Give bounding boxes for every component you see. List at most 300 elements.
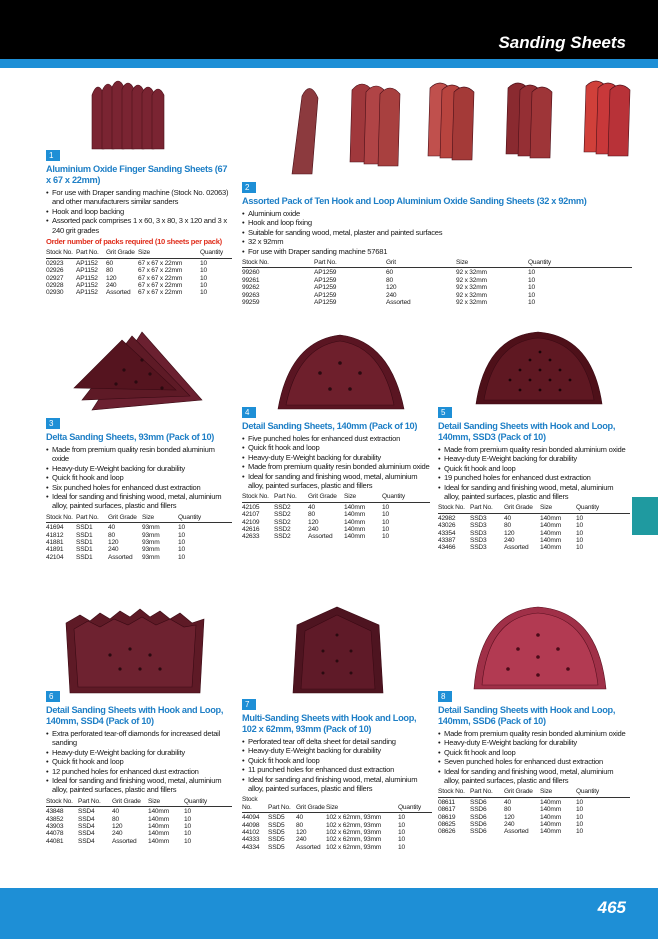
table-cell: SSD2 — [274, 503, 291, 511]
table-cell: 10 — [382, 526, 389, 534]
table-cell: SSD4 — [78, 823, 95, 831]
table-cell: 99262 — [242, 284, 260, 292]
column-header: Quantity — [576, 788, 630, 797]
table-cell: 10 — [528, 299, 535, 307]
table-cell: SSD1 — [76, 524, 93, 532]
table-cell: 240 — [504, 821, 515, 829]
column-header: Part No. — [470, 504, 504, 513]
table-cell: 44094 — [242, 814, 260, 822]
table-cell: 10 — [576, 806, 583, 814]
table-cell: 140mm — [540, 522, 561, 530]
table-row — [46, 554, 232, 561]
feature-item: • Heavy-duty E-Weight backing for durability — [438, 738, 630, 747]
table-cell: 80 — [504, 522, 511, 530]
table-cell: 120 — [106, 274, 117, 282]
table-cell: 140mm — [148, 837, 169, 845]
table-cell: SSD5 — [268, 843, 285, 851]
feature-list — [46, 188, 232, 235]
page-footer — [0, 888, 658, 939]
feature-item: • 12 punched holes for enhanced dust extraction — [46, 767, 232, 776]
table-cell: 140mm — [540, 529, 561, 537]
feature-item: • Seven punched holes for enhanced dust extraction — [438, 757, 630, 766]
table-cell: 42109 — [242, 518, 260, 526]
table-cell: Assorted — [504, 544, 529, 552]
table-cell: SSD3 — [470, 544, 487, 552]
feature-item: • Heavy-duty E-Weight backing for durability — [438, 454, 630, 463]
table-cell: 92 x 32mm — [456, 276, 487, 284]
table-cell: 10 — [184, 830, 191, 838]
table-row — [242, 511, 430, 518]
table-cell: SSD1 — [76, 546, 93, 554]
table-cell: 140mm — [540, 806, 561, 814]
feature-list — [438, 445, 630, 501]
column-header: Quantity — [382, 493, 430, 502]
feature-item: • Heavy-duty E-Weight backing for durability — [46, 748, 232, 757]
table-cell: 67 x 67 x 22mm — [138, 289, 183, 297]
table-row — [438, 821, 630, 828]
table-row — [438, 537, 630, 544]
table-cell: 140mm — [540, 821, 561, 829]
page-title: Sanding Sheets — [498, 33, 626, 52]
table-row — [242, 292, 632, 299]
table-row — [46, 807, 232, 816]
feature-item: • Made from premium quality resin bonded aluminium oxide — [242, 462, 430, 471]
table-cell: 10 — [576, 813, 583, 821]
table-cell: 80 — [108, 531, 115, 539]
column-header: Stock No. — [46, 514, 76, 523]
finger-sheets-image — [90, 75, 172, 150]
section-number: 5 — [438, 407, 452, 418]
column-header: Grit Grade — [108, 514, 142, 523]
table-cell: SSD3 — [470, 537, 487, 545]
table-cell: 10 — [382, 533, 389, 541]
table-row — [242, 268, 632, 277]
table-row — [438, 530, 630, 537]
table-cell: 10 — [576, 529, 583, 537]
column-header: Part No. — [268, 796, 296, 812]
table-cell: 240 — [308, 526, 319, 534]
delta-sheets-image — [72, 330, 207, 416]
table-cell: 43387 — [438, 537, 456, 545]
table-cell: 92 x 32mm — [456, 269, 487, 277]
column-header: Stock No. — [242, 259, 314, 268]
column-header: Stock No. — [242, 796, 268, 812]
feature-item: • Quick fit hook and loop — [438, 748, 630, 757]
table-cell: 99263 — [242, 291, 260, 299]
table-cell: AP1259 — [314, 269, 337, 277]
table-cell: 67 x 67 x 22mm — [138, 282, 183, 290]
table-cell: 10 — [200, 267, 207, 275]
table-cell: 99261 — [242, 276, 260, 284]
table-cell: Assorted — [112, 837, 137, 845]
table-cell: 10 — [178, 524, 185, 532]
table-row — [242, 277, 632, 284]
table-cell: 93mm — [142, 539, 160, 547]
table-cell: 240 — [108, 546, 119, 554]
feature-item: • Quick fit hook and loop — [46, 473, 232, 482]
table-cell: SSD2 — [274, 511, 291, 519]
feature-item: • Heavy-duty E-Weight backing for durability — [242, 746, 432, 755]
table-cell: 140mm — [540, 828, 561, 836]
feature-item: • Ideal for sanding and finishing wood, metal, aluminium alloy, painted surfaces, plastic and fillers — [46, 492, 232, 511]
table-cell: SSD5 — [268, 836, 285, 844]
table-cell: 44333 — [242, 836, 260, 844]
table-cell: 10 — [528, 284, 535, 292]
table-row — [438, 814, 630, 821]
table-cell: 140mm — [344, 511, 365, 519]
table-cell: 44102 — [242, 829, 260, 837]
feature-list — [242, 737, 432, 793]
table-cell: 10 — [576, 798, 583, 806]
table-cell: 99259 — [242, 299, 260, 307]
table-cell: Assorted — [308, 533, 333, 541]
table-cell: 102 x 62mm, 93mm — [326, 821, 382, 829]
feature-list — [438, 729, 630, 785]
table-cell: 43466 — [438, 544, 456, 552]
column-header: Stock No. — [46, 798, 78, 807]
table-cell: 120 — [308, 518, 319, 526]
table-cell: 10 — [382, 511, 389, 519]
table-cell: 60 — [386, 269, 393, 277]
table-cell: AP1152 — [76, 259, 98, 267]
table-cell: 10 — [576, 544, 583, 552]
column-header: Part No. — [274, 493, 308, 502]
table-cell: AP1259 — [314, 284, 337, 292]
table-cell: 44081 — [46, 837, 64, 845]
table-cell: 80 — [106, 267, 113, 275]
table-cell: 102 x 62mm, 93mm — [326, 836, 382, 844]
feature-item: • Hook and loop fixing — [242, 218, 632, 227]
product-table — [46, 798, 232, 845]
table-row — [46, 539, 232, 546]
feature-item: • For use with Draper sanding machine (Stock No. 02063) and other manufacturers similar sanders — [46, 188, 232, 207]
feature-item: • 32 x 92mm — [242, 237, 632, 246]
column-header: Part No. — [76, 514, 108, 523]
table-cell: SSD4 — [78, 830, 95, 838]
table-cell: 120 — [386, 284, 397, 292]
column-header: Grit Grade — [296, 796, 326, 812]
table-cell: AP1259 — [314, 291, 337, 299]
table-cell: 44334 — [242, 843, 260, 851]
table-cell: 10 — [576, 537, 583, 545]
table-cell: 99260 — [242, 269, 260, 277]
table-cell: Assorted — [108, 553, 133, 561]
column-header: Size — [142, 514, 178, 523]
page-number: 465 — [597, 898, 626, 917]
table-cell: 67 x 67 x 22mm — [138, 259, 183, 267]
column-header: Size — [456, 259, 528, 268]
table-cell: 240 — [296, 836, 307, 844]
column-header: Size — [344, 493, 382, 502]
table-cell: 43852 — [46, 815, 64, 823]
table-cell: SSD3 — [470, 529, 487, 537]
table-cell: 120 — [504, 813, 515, 821]
feature-item: • Quick fit hook and loop — [242, 756, 432, 765]
column-header: Quantity — [528, 259, 632, 268]
table-cell: 10 — [398, 836, 405, 844]
detail-ssd6-sheets-image — [468, 605, 610, 691]
table-cell: 240 — [112, 830, 123, 838]
table-cell: Assorted — [504, 828, 529, 836]
section-number: 3 — [46, 418, 60, 429]
section-title: Detail Sanding Sheets with Hook and Loop, 140mm, SSD3 (Pack of 10) — [438, 421, 616, 442]
table-cell: 02928 — [46, 282, 64, 290]
table-row — [438, 513, 630, 522]
product-section-2 — [242, 177, 632, 306]
table-cell: 41694 — [46, 524, 64, 532]
table-cell: 40 — [504, 514, 511, 522]
table-cell: 140mm — [148, 815, 169, 823]
feature-item: • Ideal for sanding and finishing wood, metal, aluminium alloy, painted surfaces, plastic and fillers — [46, 776, 232, 795]
feature-item: • Made from premium quality resin bonded aluminium oxide — [46, 445, 232, 464]
column-header: Grit Grade — [112, 798, 148, 807]
table-row — [46, 546, 232, 553]
table-cell: 40 — [108, 524, 115, 532]
detail-ssd4-sheets-image — [60, 605, 210, 695]
table-cell: 140mm — [344, 518, 365, 526]
table-cell: 140mm — [540, 544, 561, 552]
table-cell: 42104 — [46, 553, 64, 561]
page-header — [0, 0, 658, 59]
table-cell: 43848 — [46, 808, 64, 816]
detail-ssd3-sheets-image — [470, 330, 605, 406]
table-cell: 120 — [108, 539, 119, 547]
section-number: 6 — [46, 691, 60, 702]
feature-list — [242, 209, 632, 256]
table-cell: SSD6 — [470, 806, 487, 814]
product-section-6 — [46, 686, 232, 845]
column-header: Stock No. — [438, 788, 470, 797]
section-side-tab — [632, 497, 658, 535]
table-cell: 10 — [528, 269, 535, 277]
table-cell: SSD1 — [76, 531, 93, 539]
table-row — [438, 544, 630, 551]
table-row — [438, 828, 630, 835]
table-cell: 10 — [200, 289, 207, 297]
table-cell: 10 — [382, 503, 389, 511]
table-cell: 93mm — [142, 524, 160, 532]
section-title: Detail Sanding Sheets with Hook and Loop, 140mm, SSD6 (Pack of 10) — [438, 705, 616, 726]
table-cell: Assorted — [106, 289, 131, 297]
table-cell: AP1152 — [76, 267, 98, 275]
table-cell: 140mm — [344, 503, 365, 511]
section-number: 1 — [46, 150, 60, 161]
section-title: Detail Sanding Sheets with Hook and Loop, 140mm, SSD4 (Pack of 10) — [46, 705, 224, 726]
feature-item: • Quick fit hook and loop — [438, 464, 630, 473]
product-table — [46, 249, 232, 296]
table-cell: SSD2 — [274, 533, 291, 541]
table-cell: 80 — [504, 806, 511, 814]
table-cell: 40 — [504, 798, 511, 806]
table-cell: SSD2 — [274, 518, 291, 526]
table-cell: 93mm — [142, 531, 160, 539]
table-cell: 102 x 62mm, 93mm — [326, 843, 382, 851]
product-table — [438, 788, 630, 835]
table-row — [242, 822, 432, 829]
feature-list — [242, 434, 430, 490]
table-row — [46, 838, 232, 845]
table-cell: 10 — [398, 814, 405, 822]
feature-item: • Heavy-duty E-Weight backing for durability — [46, 464, 232, 473]
table-row — [46, 523, 232, 532]
table-cell: AP1259 — [314, 299, 337, 307]
table-cell: 08617 — [438, 806, 456, 814]
feature-item: • Ideal for sanding and finishing wood, metal, aluminium alloy, painted surfaces, plastic and fillers — [438, 483, 630, 502]
table-cell: 140mm — [540, 798, 561, 806]
product-section-1 — [46, 145, 232, 297]
table-cell: 93mm — [142, 553, 160, 561]
feature-item: • Aluminium oxide — [242, 209, 632, 218]
table-cell: 80 — [386, 276, 393, 284]
table-cell: 80 — [308, 511, 315, 519]
table-cell: 140mm — [148, 808, 169, 816]
table-cell: SSD4 — [78, 837, 95, 845]
table-cell: 10 — [576, 514, 583, 522]
table-cell: 120 — [112, 823, 123, 831]
column-header: Size — [326, 796, 398, 812]
table-row — [46, 289, 232, 296]
table-cell: 10 — [576, 821, 583, 829]
table-row — [438, 797, 630, 806]
table-row — [438, 806, 630, 813]
table-cell: 42105 — [242, 503, 260, 511]
table-cell: SSD3 — [470, 514, 487, 522]
section-number: 8 — [438, 691, 452, 702]
table-cell: SSD1 — [76, 553, 93, 561]
table-cell: 10 — [200, 274, 207, 282]
table-cell: 10 — [200, 282, 207, 290]
section-title: Detail Sanding Sheets, 140mm (Pack of 10) — [242, 421, 418, 431]
table-cell: AP1152 — [76, 282, 98, 290]
table-cell: 80 — [296, 821, 303, 829]
table-cell: SSD6 — [470, 813, 487, 821]
table-cell: 10 — [398, 821, 405, 829]
product-table — [242, 259, 632, 306]
table-cell: AP1152 — [76, 274, 98, 282]
table-cell: 10 — [528, 291, 535, 299]
multi-sheets-image — [283, 605, 393, 695]
table-cell: 02927 — [46, 274, 64, 282]
table-cell: 120 — [504, 529, 515, 537]
column-header: Grit Grade — [504, 504, 540, 513]
table-cell: 10 — [178, 531, 185, 539]
section-number: 2 — [242, 182, 256, 193]
feature-item: • Ideal for sanding and finishing wood, metal, aluminium alloy, painted surfaces, plastic and fillers — [242, 775, 432, 794]
table-cell: 02923 — [46, 259, 64, 267]
feature-item: • Heavy-duty E-Weight backing for durability — [242, 453, 430, 462]
table-cell: 10 — [178, 539, 185, 547]
feature-item: • Six punched holes for enhanced dust extraction — [46, 483, 232, 492]
table-cell: AP1152 — [76, 289, 98, 297]
table-cell: 43903 — [46, 823, 64, 831]
column-header: Quantity — [398, 796, 432, 812]
feature-item: • Extra perforated tear-off diamonds for increased detail sanding — [46, 729, 232, 748]
table-row — [242, 526, 430, 533]
hook-loop-sheets-image — [288, 76, 633, 176]
table-cell: 67 x 67 x 22mm — [138, 267, 183, 275]
table-cell: 02930 — [46, 289, 64, 297]
feature-item: • Hook and loop backing — [46, 207, 232, 216]
table-cell: SSD5 — [268, 814, 285, 822]
table-cell: 140mm — [540, 813, 561, 821]
product-section-7 — [242, 694, 432, 851]
column-header: Stock No. — [438, 504, 470, 513]
header-stripe — [0, 59, 658, 68]
table-cell: 102 x 62mm, 93mm — [326, 829, 382, 837]
product-table — [242, 796, 432, 851]
table-cell: 08611 — [438, 798, 455, 806]
table-cell: AP1259 — [314, 276, 337, 284]
detail-sheets-image — [270, 333, 408, 411]
column-header: Size — [540, 788, 576, 797]
table-cell: 41881 — [46, 539, 64, 547]
table-cell: 140mm — [148, 830, 169, 838]
table-cell: 42107 — [242, 511, 260, 519]
table-cell: 44098 — [242, 821, 260, 829]
column-header: Quantity — [200, 249, 232, 258]
column-header: Grit Grade — [504, 788, 540, 797]
table-cell: 10 — [178, 553, 185, 561]
table-cell: 93mm — [142, 546, 160, 554]
table-row — [242, 844, 432, 851]
column-header: Grit Grade — [308, 493, 344, 502]
table-cell: 42633 — [242, 533, 260, 541]
product-table — [438, 504, 630, 551]
table-cell: 120 — [296, 829, 307, 837]
table-cell: 140mm — [540, 514, 561, 522]
product-table — [242, 493, 430, 540]
table-row — [46, 823, 232, 830]
order-note: Order number of packs required (10 sheets per pack) — [46, 237, 222, 247]
table-cell: 41812 — [46, 531, 64, 539]
table-cell: 42982 — [438, 514, 456, 522]
table-row — [242, 299, 632, 306]
table-cell: 10 — [184, 815, 191, 823]
table-cell: 08619 — [438, 813, 456, 821]
table-cell: SSD6 — [470, 821, 487, 829]
table-cell: 92 x 32mm — [456, 284, 487, 292]
section-title: Aluminium Oxide Finger Sanding Sheets (67 x 67 x 22mm) — [46, 164, 228, 185]
table-row — [46, 282, 232, 289]
table-cell: 10 — [528, 276, 535, 284]
table-cell: 10 — [398, 829, 405, 837]
table-cell: 44078 — [46, 830, 64, 838]
table-row — [242, 829, 432, 836]
table-row — [46, 267, 232, 274]
column-header: Size — [138, 249, 200, 258]
table-cell: 08625 — [438, 821, 456, 829]
table-row — [242, 533, 430, 540]
table-cell: 08626 — [438, 828, 456, 836]
column-header: Part No. — [470, 788, 504, 797]
section-number: 7 — [242, 699, 256, 710]
table-cell: 43026 — [438, 522, 456, 530]
table-row — [242, 284, 632, 291]
product-section-8 — [438, 686, 630, 836]
table-cell: 67 x 67 x 22mm — [138, 274, 183, 282]
table-cell: 80 — [112, 815, 119, 823]
table-cell: SSD6 — [470, 798, 487, 806]
column-header: Stock No. — [46, 249, 76, 258]
feature-item: • Ideal for sanding and finishing wood, metal, aluminium alloy, painted surfaces, plastic and fillers — [438, 767, 630, 786]
feature-item: • Quick fit hook and loop — [242, 443, 430, 452]
feature-item: • Ideal for sanding and finishing wood, metal, aluminium alloy, painted surfaces, plastic and fillers — [242, 472, 430, 491]
table-row — [46, 258, 232, 267]
table-cell: 10 — [398, 843, 405, 851]
table-row — [242, 813, 432, 822]
feature-item: • For use with Draper sanding machine 57681 — [242, 247, 632, 256]
table-cell: 240 — [504, 537, 515, 545]
